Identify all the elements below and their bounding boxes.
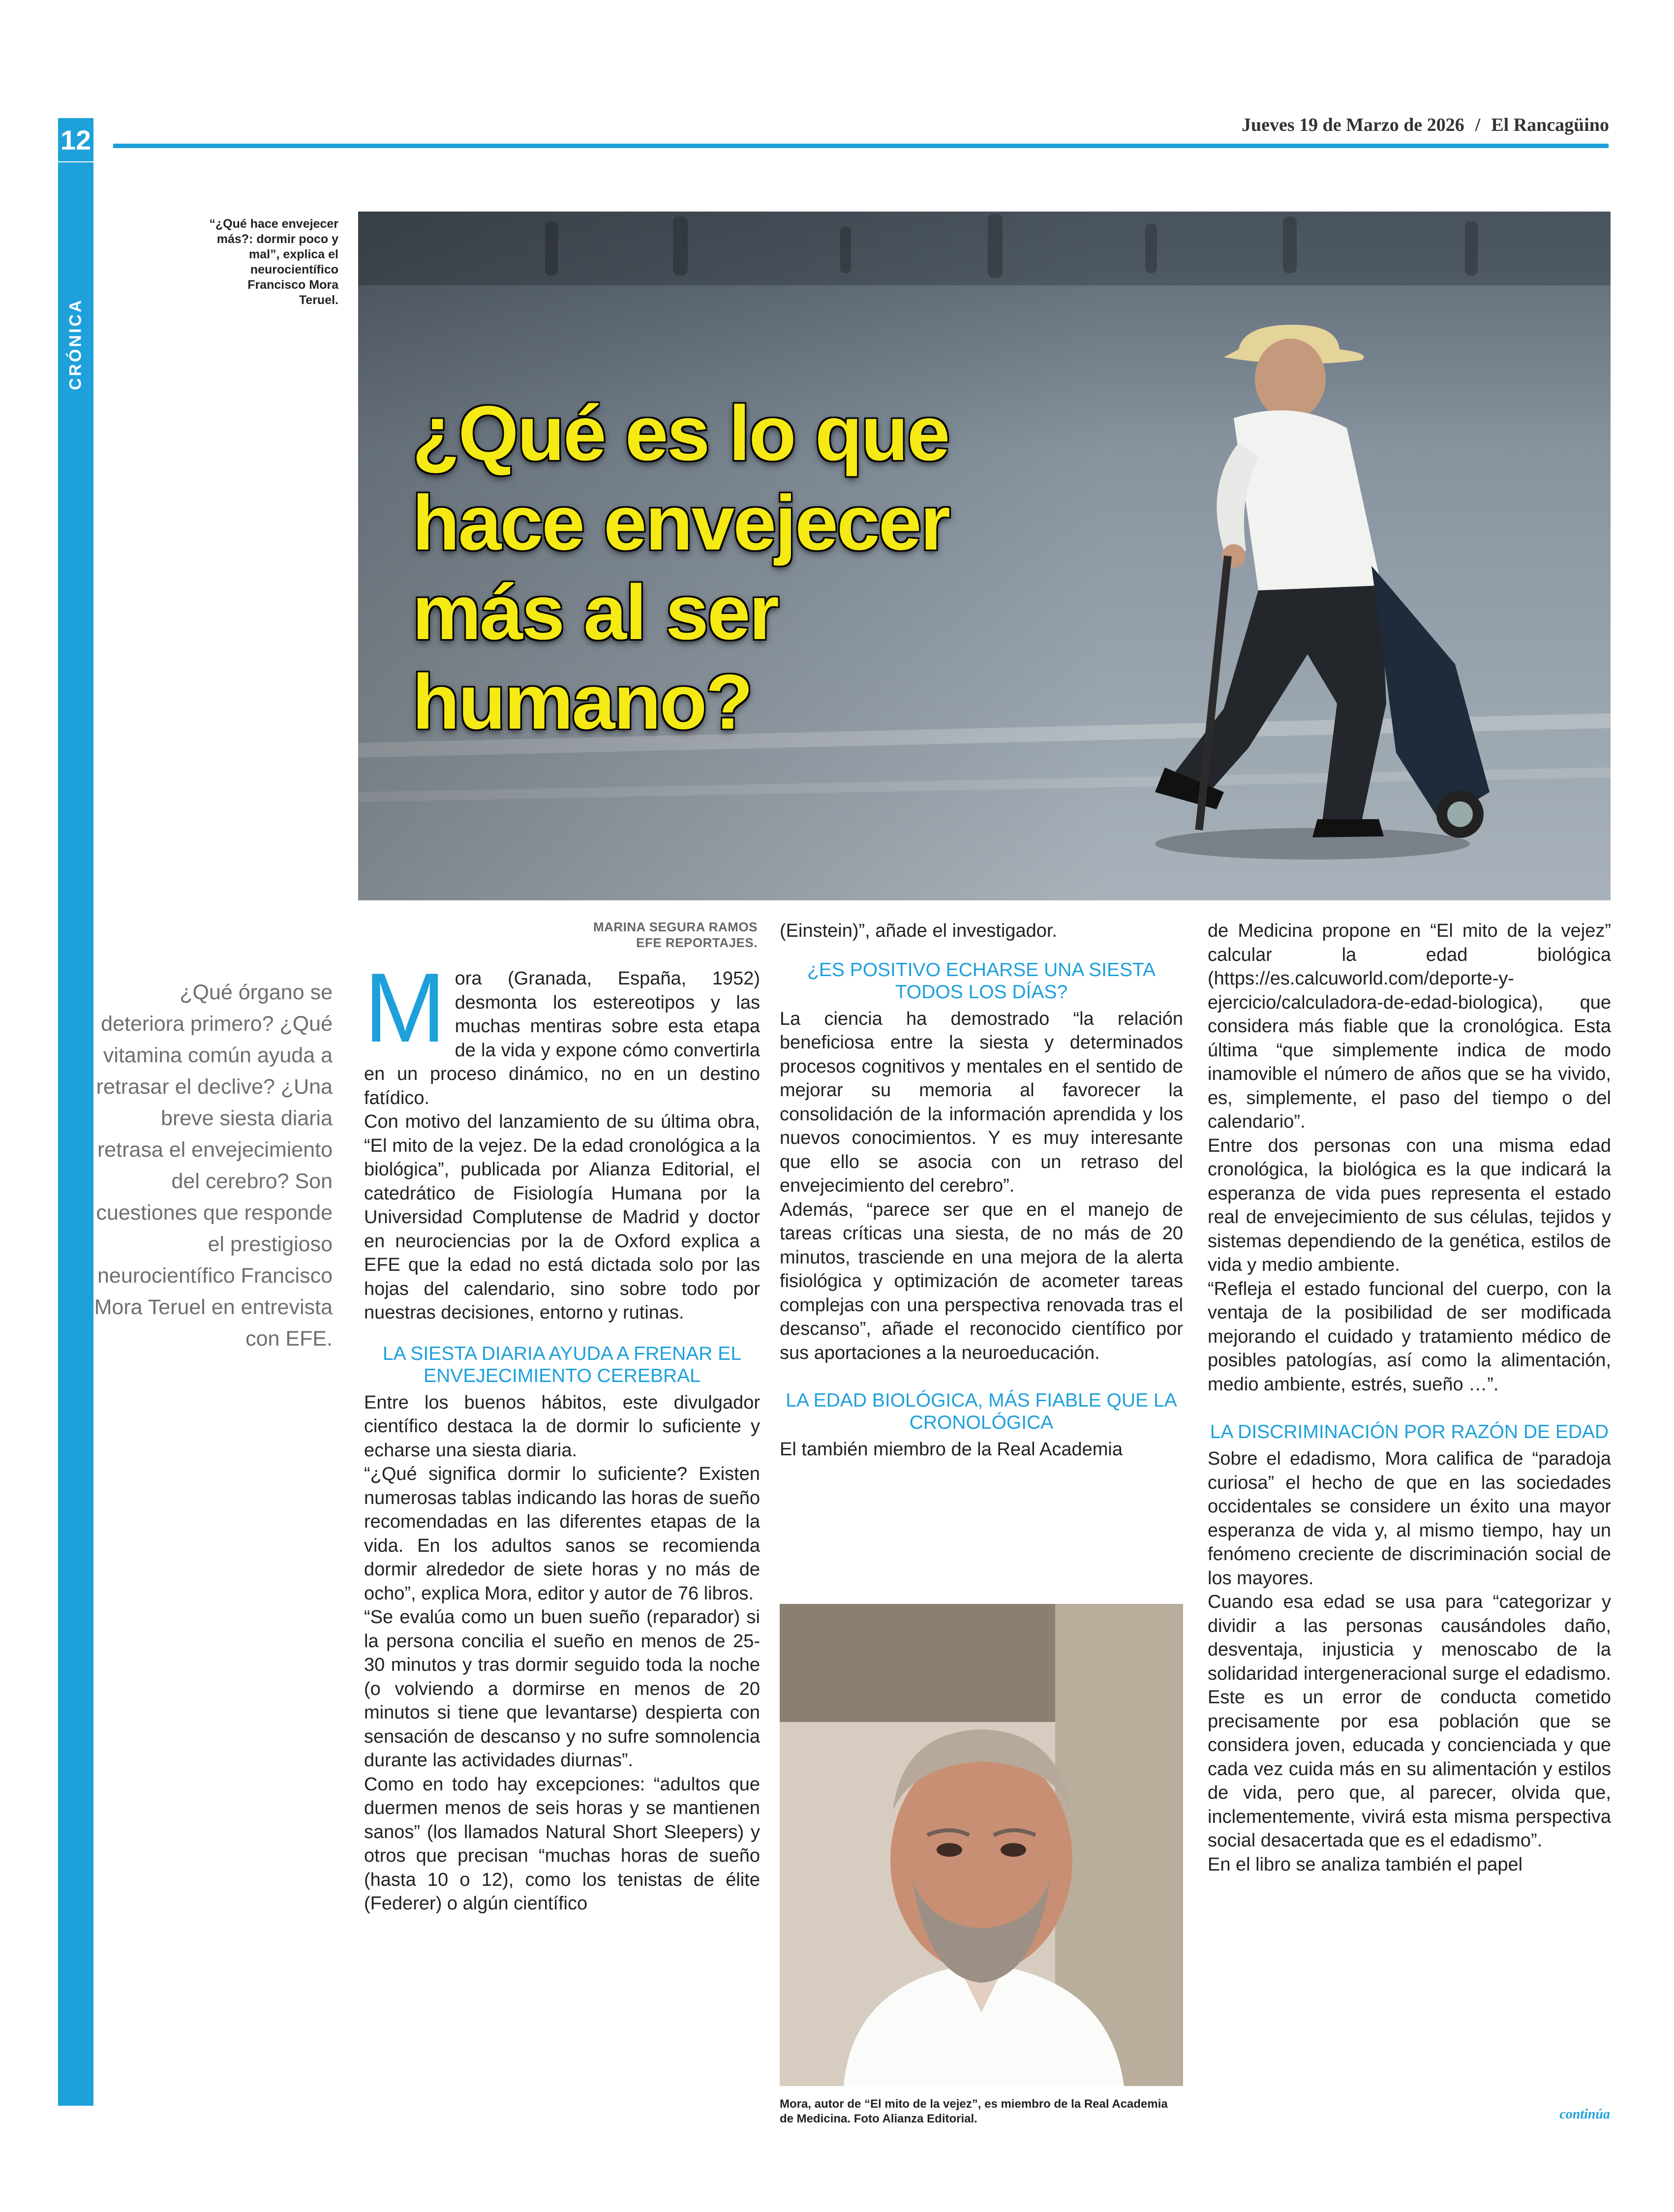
headline: ¿Qué es lo que hace envejecer más al ser humano? [412,390,949,745]
article-paragraph: El también miembro de la Real Academia [780,1439,1123,1460]
masthead-info [1242,114,1609,136]
subheading: LA DISCRIMINACIÓN POR RAZÓN DE EDAD [1210,1421,1609,1443]
subheading: LA EDAD BIOLÓGICA, MÁS FIABLE QUE LA CRONOLÓGICA [786,1390,1177,1433]
article-column-2 [780,919,1183,1462]
newspaper-name: El Rancagüino [1491,115,1609,135]
page-number: 12 [58,118,93,161]
article-paragraph: La ciencia ha demostrado “la relación beneficiosa entre la siesta y determinados procesos cognitivos y mentales en el sentido de mejorar su memoria al favorecer la consolidación de la información aprendida y los nuevos conocimientos. Y es muy interesante que ello se asocia con un retraso del envejecimiento del cerebro”. [780,1008,1183,1196]
article-paragraph: Sobre el edadismo, Mora califica de “paradoja curiosa” el hecho de que en las sociedades occidentales se considere un éxito una mayor esperanza de vida y, al mismo tiempo, hay un fenómeno creciente de discriminación social de los mayores. [1208,1448,1611,1589]
news-agency: EFE REPORTAJES. [636,935,758,950]
subheading: ¿ES POSITIVO ECHARSE UNA SIESTA TODOS LOS DÍAS? [807,959,1156,1003]
author-portrait-photo [780,1604,1183,2086]
article-paragraph: En el libro se analiza también el papel [1208,1854,1523,1875]
article-column-1 [364,953,760,1916]
article-column-3 [1208,919,1611,1876]
hero-photo [358,212,1611,900]
article-paragraph: de Medicina propone en “El mito de la vejez” calcular la edad biológica (https://es.calcuworld.com/deporte-y-ejercicio/calculadora-de-edad-biologica), que considera más fiable que la cronológica. Esta última “que simplemente indica de modo inamovible el número de años que se ha vivido, es, simplemente, el paso del tiempo o del calendario”. [1208,921,1611,1132]
paragraph-text: ora (Granada, España, 1952) desmonta los estereotipos y las muchas mentiras sobre esta etapa de la vida y expone cómo convertirla en un proceso dinámico, no en un destino fatídico. [364,968,760,1108]
portrait-caption: Mora, autor de “El mito de la vejez”, es miembro de la Real Academia de Medicina. Foto Alianza Editorial. [780,2097,1168,2125]
article-paragraph: (Einstein)”, añade el investigador. [780,921,1057,941]
hero-photo-caption: “¿Qué hace envejecer más?: dormir poco y mal”, explica el neurocientífico Francisco Mora Teruel. [209,217,338,307]
article-paragraph: Con motivo del lanzamiento de su última obra, “El mito de la vejez. De la edad cronológica a la biológica”, publicada por Alianza Editorial, el catedrático de Fisiología Humana por la Universidad Complutense de Madrid y doctor en neurociencias por la de Oxford explica a EFE que la edad no está dictada solo por las hojas del calendario, sino sobre todo por nuestras decisiones, entorno y rutinas. [364,1111,760,1323]
article-paragraph: Cuando esa edad se usa para “categorizar y dividir a las personas causándoles daño, desventaja, injusticia y menoscabo de la solidaridad intergeneracional surge el edadismo. Este es un error de conducta cometido precisamente por esa población que se considera joven, educada y concienciada y que cada vez cuida más en su alimentación y estilos de vida, pero que, al parecer, olvida que, inclementemente, vivirá esta misma perspectiva social desacertada que es el edadismo”. [1208,1592,1611,1851]
section-label: CRÓNICA [66,298,85,391]
header-rule [113,144,1609,148]
article-paragraph: “Refleja el estado funcional del cuerpo, con la ventaja de la posibilidad de ser modificada mejorando el cuidado y tratamiento médico de posibles patologías, así como la alimentación, medio ambiente, estrés, sueño …”. [1208,1278,1611,1395]
article-paragraph: “¿Qué significa dormir lo suficiente? Existen numerosas tablas indicando las horas de sueño recomendadas en las diferentes etapas de la vida. En los adultos sanos se recomienda dormir alrededor de siete horas y no más de ocho”, explica Mora, editor y autor de 76 libros. [364,1464,760,1604]
byline [536,919,758,951]
date-separator: / [1475,115,1481,135]
drop-cap: M [364,953,446,1063]
article-paragraph: Entre dos personas con una misma edad cronológica, la biológica es la que indicará la esperanza de vida pues representa el estado real de envejecimiento de sus células, tejidos y sistemas dependiendo de la genética, estilos de vida y medio ambiente. [1208,1135,1611,1275]
article-paragraph [364,953,760,1110]
subheading: LA SIESTA DIARIA AYUDA A FRENAR EL ENVEJECIMIENTO CEREBRAL [382,1343,742,1386]
author-name: MARINA SEGURA RAMOS [593,920,758,934]
lead-paragraph: ¿Qué órgano se deteriora primero? ¿Qué vitamina común ayuda a retrasar el declive? ¿Una breve siesta diaria retrasa el envejecimiento del cerebro? Son cuestiones que responde el prestigioso neurocientífico Francisco Mora Teruel en entrevista con EFE. [94,981,333,1351]
article-paragraph: Como en todo hay excepciones: “adultos que duermen menos de seis horas y se mantienen sanos” (los llamados Natural Short Sleepers) y otros que precisan “muchas horas de sueño (hasta 10 o 12), como los tenistas de élite (Federer) o algún científico [364,1774,760,1914]
article-paragraph: Además, “parece ser que en el manejo de tareas críticas una siesta, de no más de 20 minutos, trasciende en una mejora de la alerta fisiológica y optimización de acometer tareas complejas con una perspectiva renovada tras el descanso”, añade el reconocido científico por sus aportaciones a la neuroeducación. [780,1199,1183,1363]
article-paragraph: Entre los buenos hábitos, este divulgador científico destaca la de dormir lo suficiente y echarse una siesta diaria. [364,1392,760,1461]
continues-marker: continúa [1559,2107,1610,2122]
portrait-illustration [780,1604,1183,2086]
article-paragraph: “Se evalúa como un buen sueño (reparador) si la persona concilia el sueño en menos de 25-30 minutos y tras dormir seguido toda la noche (o volviendo a dormirse en menos de 20 minutos si tiene que levantarse) despierta con sensación de descanso y no sufre somnolencia durante las actividades diurnas”. [364,1607,760,1771]
section-sidebar [58,162,93,2106]
issue-date: Jueves 19 de Marzo de 2026 [1242,115,1464,135]
